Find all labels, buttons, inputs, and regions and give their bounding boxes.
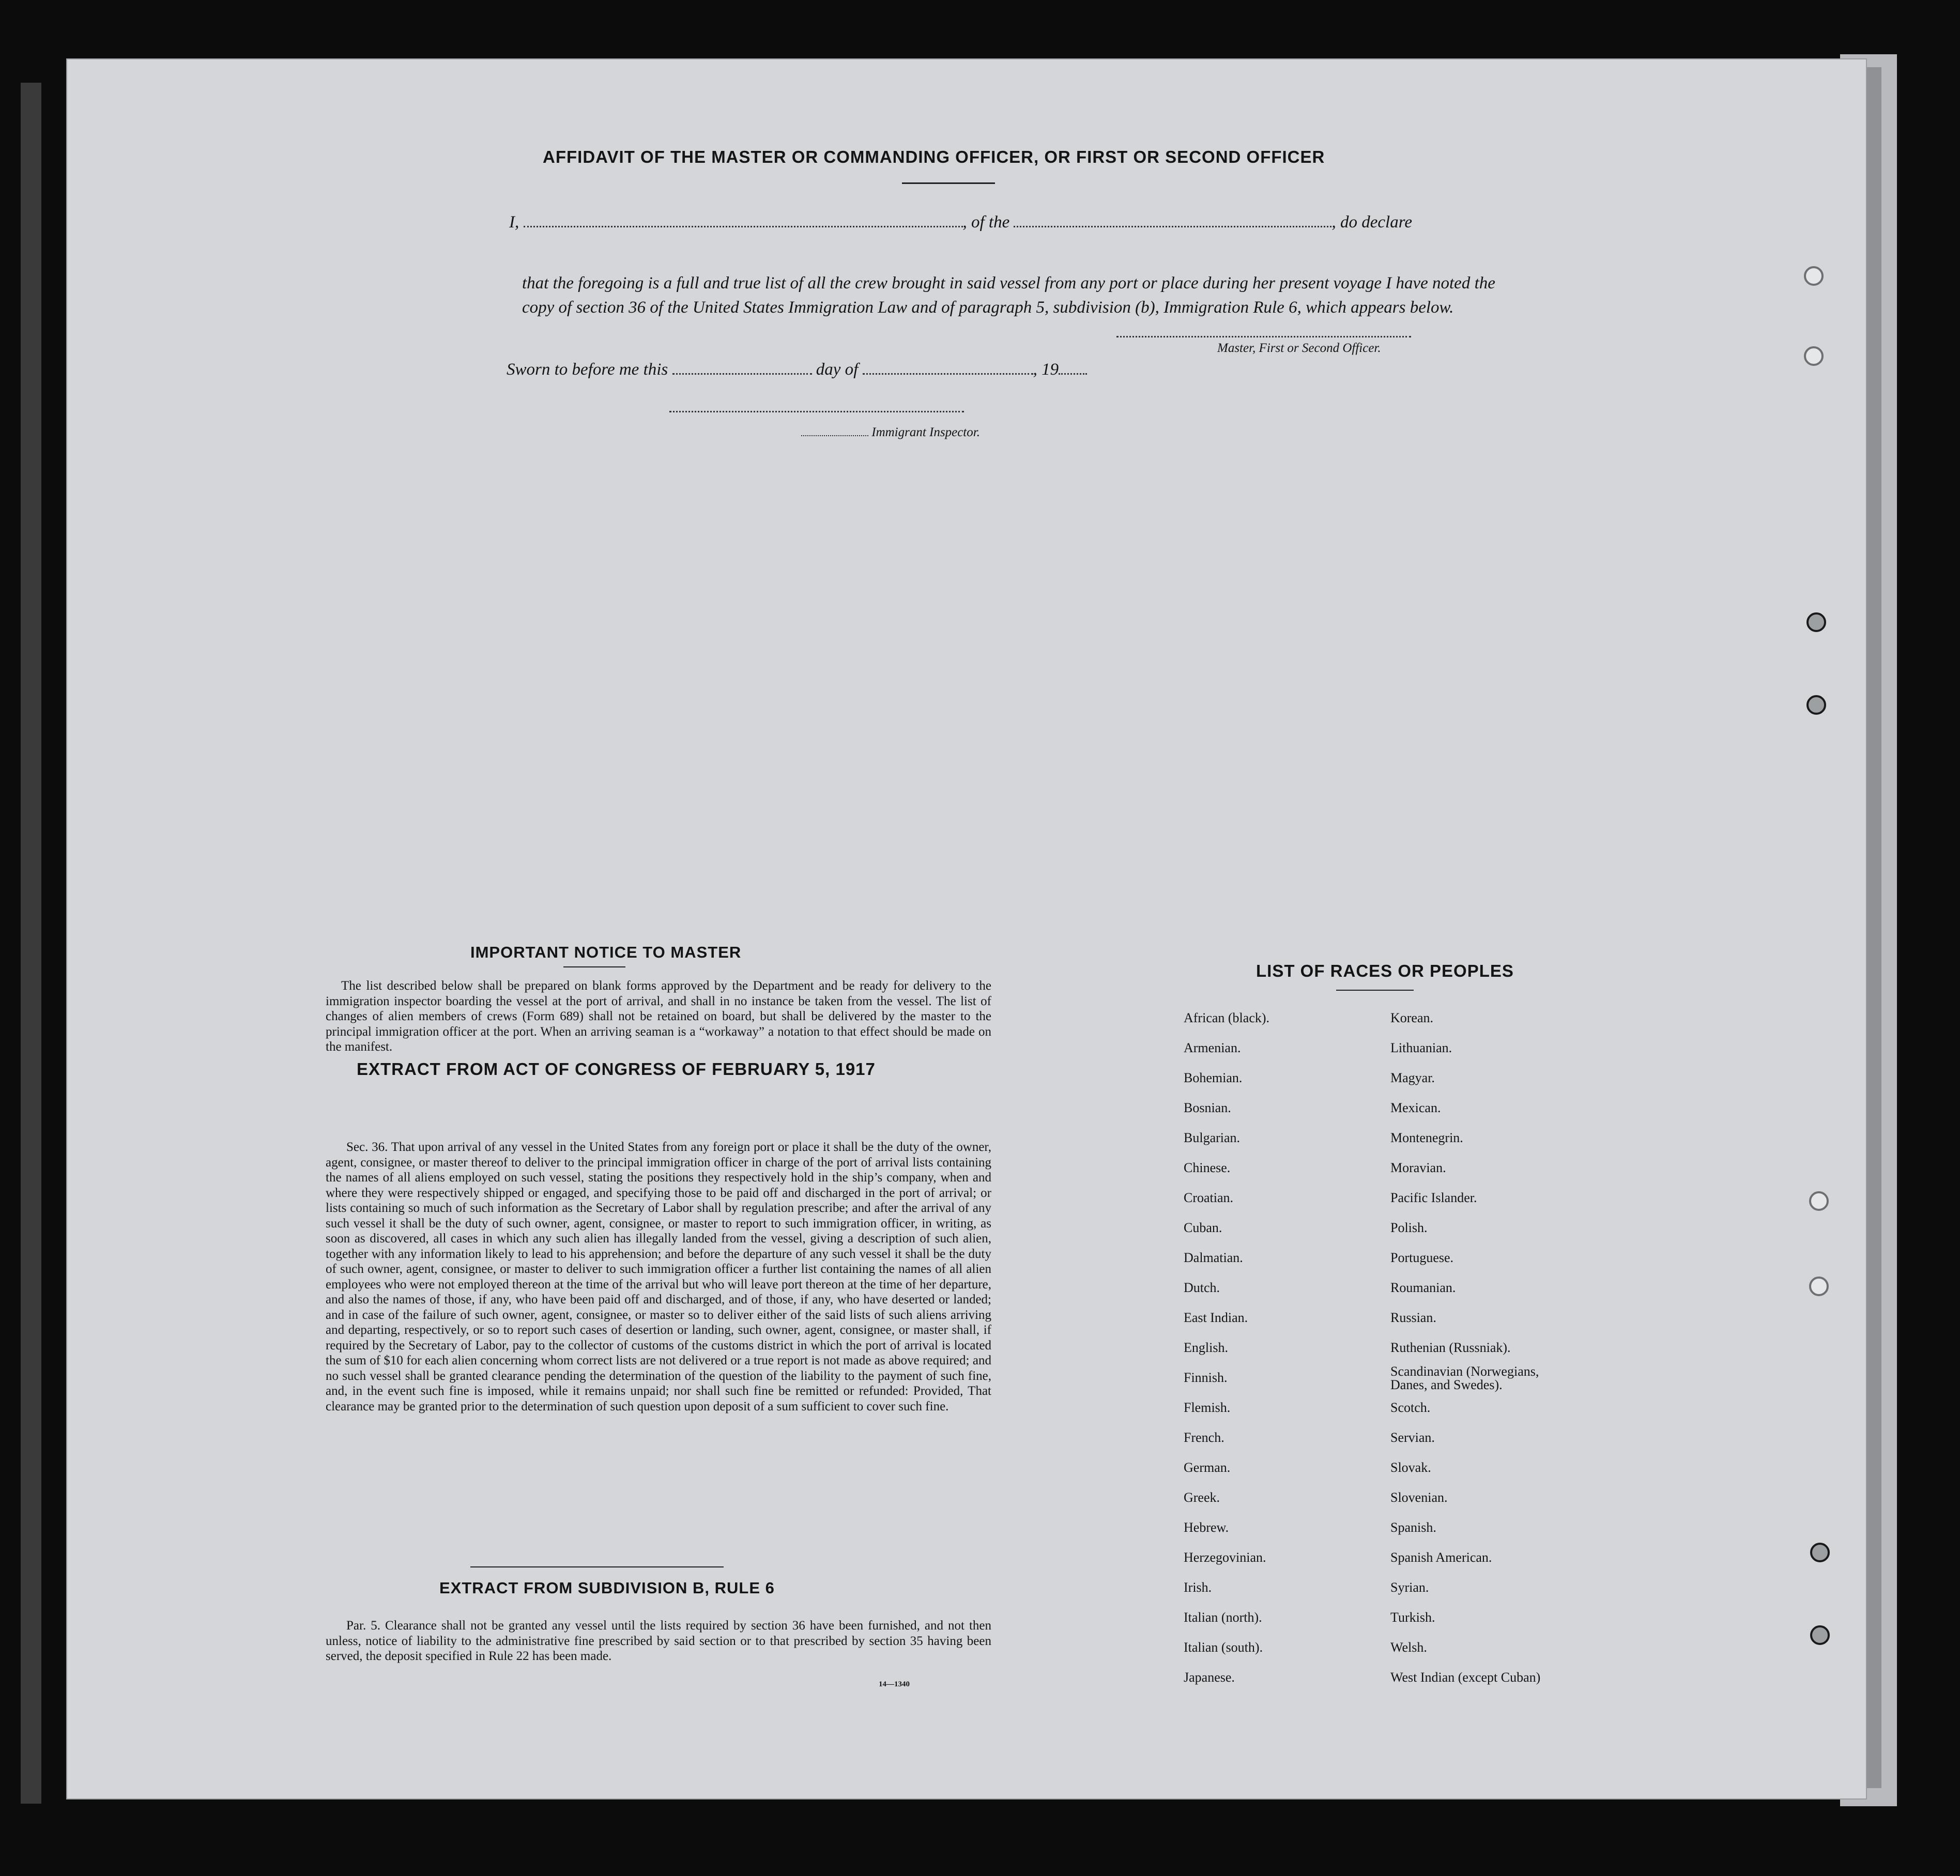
declaration-do-declare: , do declare [1331,213,1412,232]
race-left: Hebrew. [1184,1520,1229,1535]
race-left: Italian (north). [1184,1610,1262,1625]
race-right: Russian. [1390,1310,1436,1325]
year-prefix: , 19 [1033,360,1059,379]
signature-caption: Master, First or Second Officer. [1217,341,1381,355]
punch-hole [1806,695,1826,715]
race-left: Armenian. [1184,1040,1241,1055]
inspector-caption: Immigrant Inspector. [871,425,980,439]
race-right: Ruthenian (Russniak). [1390,1340,1511,1355]
notice-body: The list described below shall be prepared on blank forms approved by the Department and be ready for delivery to the immigration inspector boarding the vessel at the port of arrival, and shall in no instance be taken from the vessel. The list of changes of alien members of crews (Form 689) shall not be retained on board, but shall be delivered by the master to the principal immigration officer at the port. When an arriving seaman is a “workaway” a notation to that effect should be made on the manifest. [326,979,991,1054]
race-right: Welsh. [1390,1640,1427,1655]
races-divider [1336,990,1414,991]
notice-title: IMPORTANT NOTICE TO MASTER [470,943,742,961]
sworn-day-field[interactable] [672,373,812,375]
race-right: Scotch. [1390,1400,1431,1415]
sworn-month-field[interactable] [863,373,1033,375]
race-left: Finnish. [1184,1370,1228,1385]
race-right: Syrian. [1390,1580,1429,1595]
sworn-label: Sworn to before me this [507,360,668,379]
punch-hole [1810,1625,1830,1645]
signature-line[interactable] [1116,336,1411,337]
race-left: African (black). [1184,1010,1270,1025]
race-left: Croatian. [1184,1190,1234,1205]
race-right: Montenegrin. [1390,1130,1463,1145]
sworn-year-field[interactable] [1059,373,1087,375]
race-right: Scandinavian (Norwegians, Danes, and Swedes). [1390,1364,1539,1392]
race-left: East Indian. [1184,1310,1248,1325]
rule-body: Par. 5. Clearance shall not be granted any vessel until the lists required by section 36 have been furnished, and not then unless, notice of liability to the administrative fine prescribed by said section or to that prescribed by section 35 having been served, the deposit specified in Rule 22 has been made. [326,1619,991,1663]
declaration-i: I, [509,213,519,232]
races-title: LIST OF RACES OR PEOPLES [1256,961,1514,980]
race-left: Italian (south). [1184,1640,1263,1655]
race-left: Chinese. [1184,1160,1231,1175]
title-divider [902,182,995,184]
race-left: French. [1184,1430,1224,1445]
inspector-signature-line[interactable] [669,411,964,412]
race-right: Pacific Islander. [1390,1190,1477,1205]
race-left: Irish. [1184,1580,1212,1595]
punch-hole [1810,1543,1830,1562]
binding-strip [21,83,41,1804]
race-right: Slovak. [1390,1460,1431,1475]
race-left: Dutch. [1184,1280,1220,1295]
race-right: Moravian. [1390,1160,1446,1175]
punch-hole [1809,1277,1829,1296]
underlying-sheet-edge [1866,67,1881,1788]
race-left: English. [1184,1340,1228,1355]
punch-hole [1804,266,1824,286]
affidavit-title: AFFIDAVIT OF THE MASTER OR COMMANDING OFFICER, OR FIRST OR SECOND OFFICER [543,147,1325,166]
act-body: Sec. 36. That upon arrival of any vessel in the United States from any foreign port or place it shall be the duty of the owner, agent, consignee, or master thereof to deliver to the principal immigration officer in charge of the port of arrival lists containing the names of all aliens employed on such vessel, stating the positions they respectively hold in the ship’s company, when and where they were respectively shipped or engaged, and specifying those to be paid off and discharged in the port of arrival; or lists containing so much of such information as the Secretary of Labor shall by regulation prescribe; and after the arrival of any such vessel it shall be the duty of such owner, agent, consignee, or master to report to such immigration officer, in writing, as soon as discovered, all cases in which any such alien has illegally landed from the vessel, giving a description of such alien, together with any information likely to lead to his apprehension; and before the departure of any such vessel it shall be the duty of such owner, agent, consignee, or master to deliver to such immigration officer a further list containing the names of all alien employees who were not employed thereon at the time of the arrival but who will leave port thereon at the time of her departure, and also the names of those, if any, who have been paid off and discharged, and of those, if any, who have deserted or landed; and in case of the failure of such owner, agent, consignee, or master so to deliver either of the said lists of such aliens arriving and departing, respectively, or so to report such cases of desertion or landing, such owner, agent, consignee, or master shall, if required by the Secretary of Labor, pay to the collector of customs of the customs district in which the port of arrival is located the sum of $10 for each alien concerning whom correct lists are not delivered or a true report is not made as above required; and no such vessel shall be granted clearance pending the determination of the question of the liability to the payment of such fine, and, in the event such fine is imposed, while it remains unpaid; nor shall such fine be remitted or refunded: Provided, That clearance may be granted prior to the determination of such question upon deposit of a sum sufficient to cover such fine. [326,1140,991,1413]
declaration-line [509,213,1412,232]
act-divider [470,1566,724,1567]
race-right: Slovenian. [1390,1490,1448,1505]
race-left: Cuban. [1184,1220,1222,1235]
race-left: Bulgarian. [1184,1130,1241,1145]
sworn-line [507,360,1087,379]
act-title: EXTRACT FROM ACT OF CONGRESS OF FEBRUARY 5, 1917 [357,1059,876,1079]
race-left: Japanese. [1184,1670,1235,1685]
race-right: Turkish. [1390,1610,1435,1625]
document-page [67,59,1866,1798]
notice-divider [563,966,625,967]
race-right: Magyar. [1390,1070,1435,1085]
rule-title: EXTRACT FROM SUBDIVISION B, RULE 6 [439,1579,775,1597]
punch-hole [1809,1191,1829,1211]
race-right: Mexican. [1390,1100,1441,1115]
race-right: Lithuanian. [1390,1040,1452,1055]
inspector-caption-line [801,425,980,440]
day-of-label: day of [816,360,859,379]
race-left: Dalmatian. [1184,1250,1243,1265]
punch-hole [1806,612,1826,632]
race-right: Korean. [1390,1010,1434,1025]
race-right: Portuguese. [1390,1250,1454,1265]
form-number: 14—1340 [879,1680,910,1688]
race-right: Polish. [1390,1220,1428,1235]
race-left: Bosnian. [1184,1100,1231,1115]
race-right: Spanish American. [1390,1550,1492,1565]
race-left: Flemish. [1184,1400,1231,1415]
race-right: West Indian (except Cuban) [1390,1670,1541,1685]
declaration-of-the: , of the [962,213,1010,232]
vessel-field[interactable] [1014,226,1331,227]
race-left: Greek. [1184,1490,1220,1505]
race-right: Servian. [1390,1430,1435,1445]
declaration-body: that the foregoing is a full and true list of all the crew brought in said vessel from any port or place during her present voyage I have noted the copy of section 36 of the United States Immigration Law and of paragraph 5, subdivision (b), Immigration Rule 6, which appears below. [522,274,1495,317]
race-right: Spanish. [1390,1520,1436,1535]
name-field[interactable] [524,226,963,227]
race-left: Bohemian. [1184,1070,1243,1085]
race-left: Herzegovinian. [1184,1550,1266,1565]
inspector-caption-leader [801,435,868,436]
punch-hole [1804,346,1824,366]
race-right: Roumanian. [1390,1280,1456,1295]
race-left: German. [1184,1460,1231,1475]
